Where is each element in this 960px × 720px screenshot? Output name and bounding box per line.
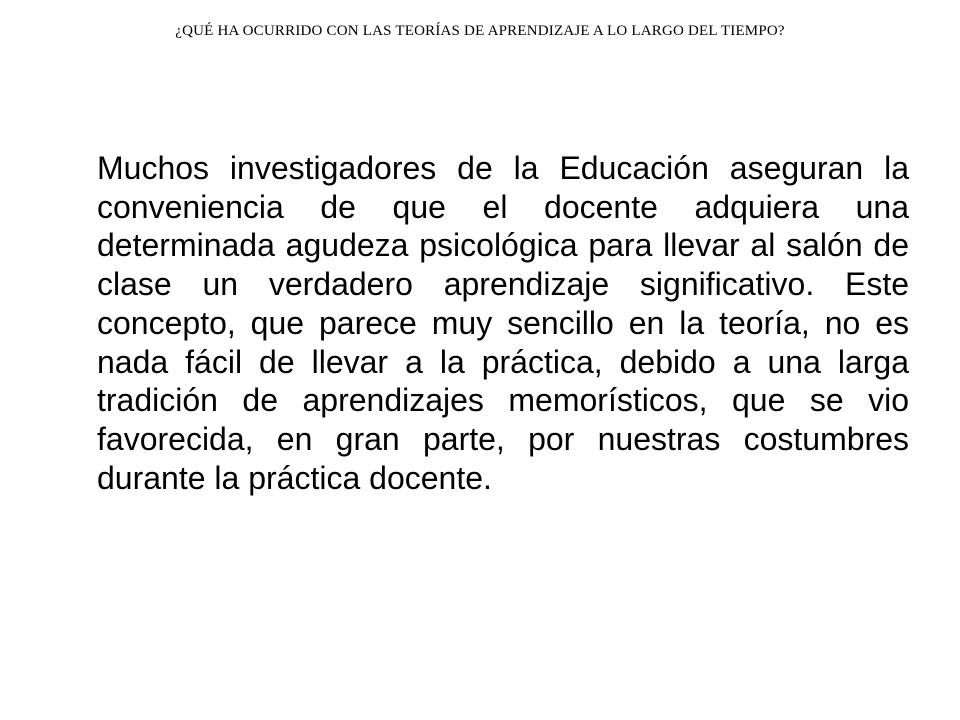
slide-title: ¿QUÉ HA OCURRIDO CON LAS TEORÍAS DE APRENDIZAJE A LO LARGO DEL TIEMPO? xyxy=(175,23,785,39)
slide-body-text: Muchos investigadores de la Educación aseguran la conveniencia de que el docente adquiera una determinada agudeza psicológica para llevar al salón de clase un verdadero aprendizaje significativo. Este concepto, que parece muy sencillo en la teoría, no es nada fácil de llevar a la práctica, debido a una larga tradición de aprendizajes memorísticos, que se vio favorecida, en gran parte, por nuestras costumbres durante la práctica docente. xyxy=(97,150,909,496)
